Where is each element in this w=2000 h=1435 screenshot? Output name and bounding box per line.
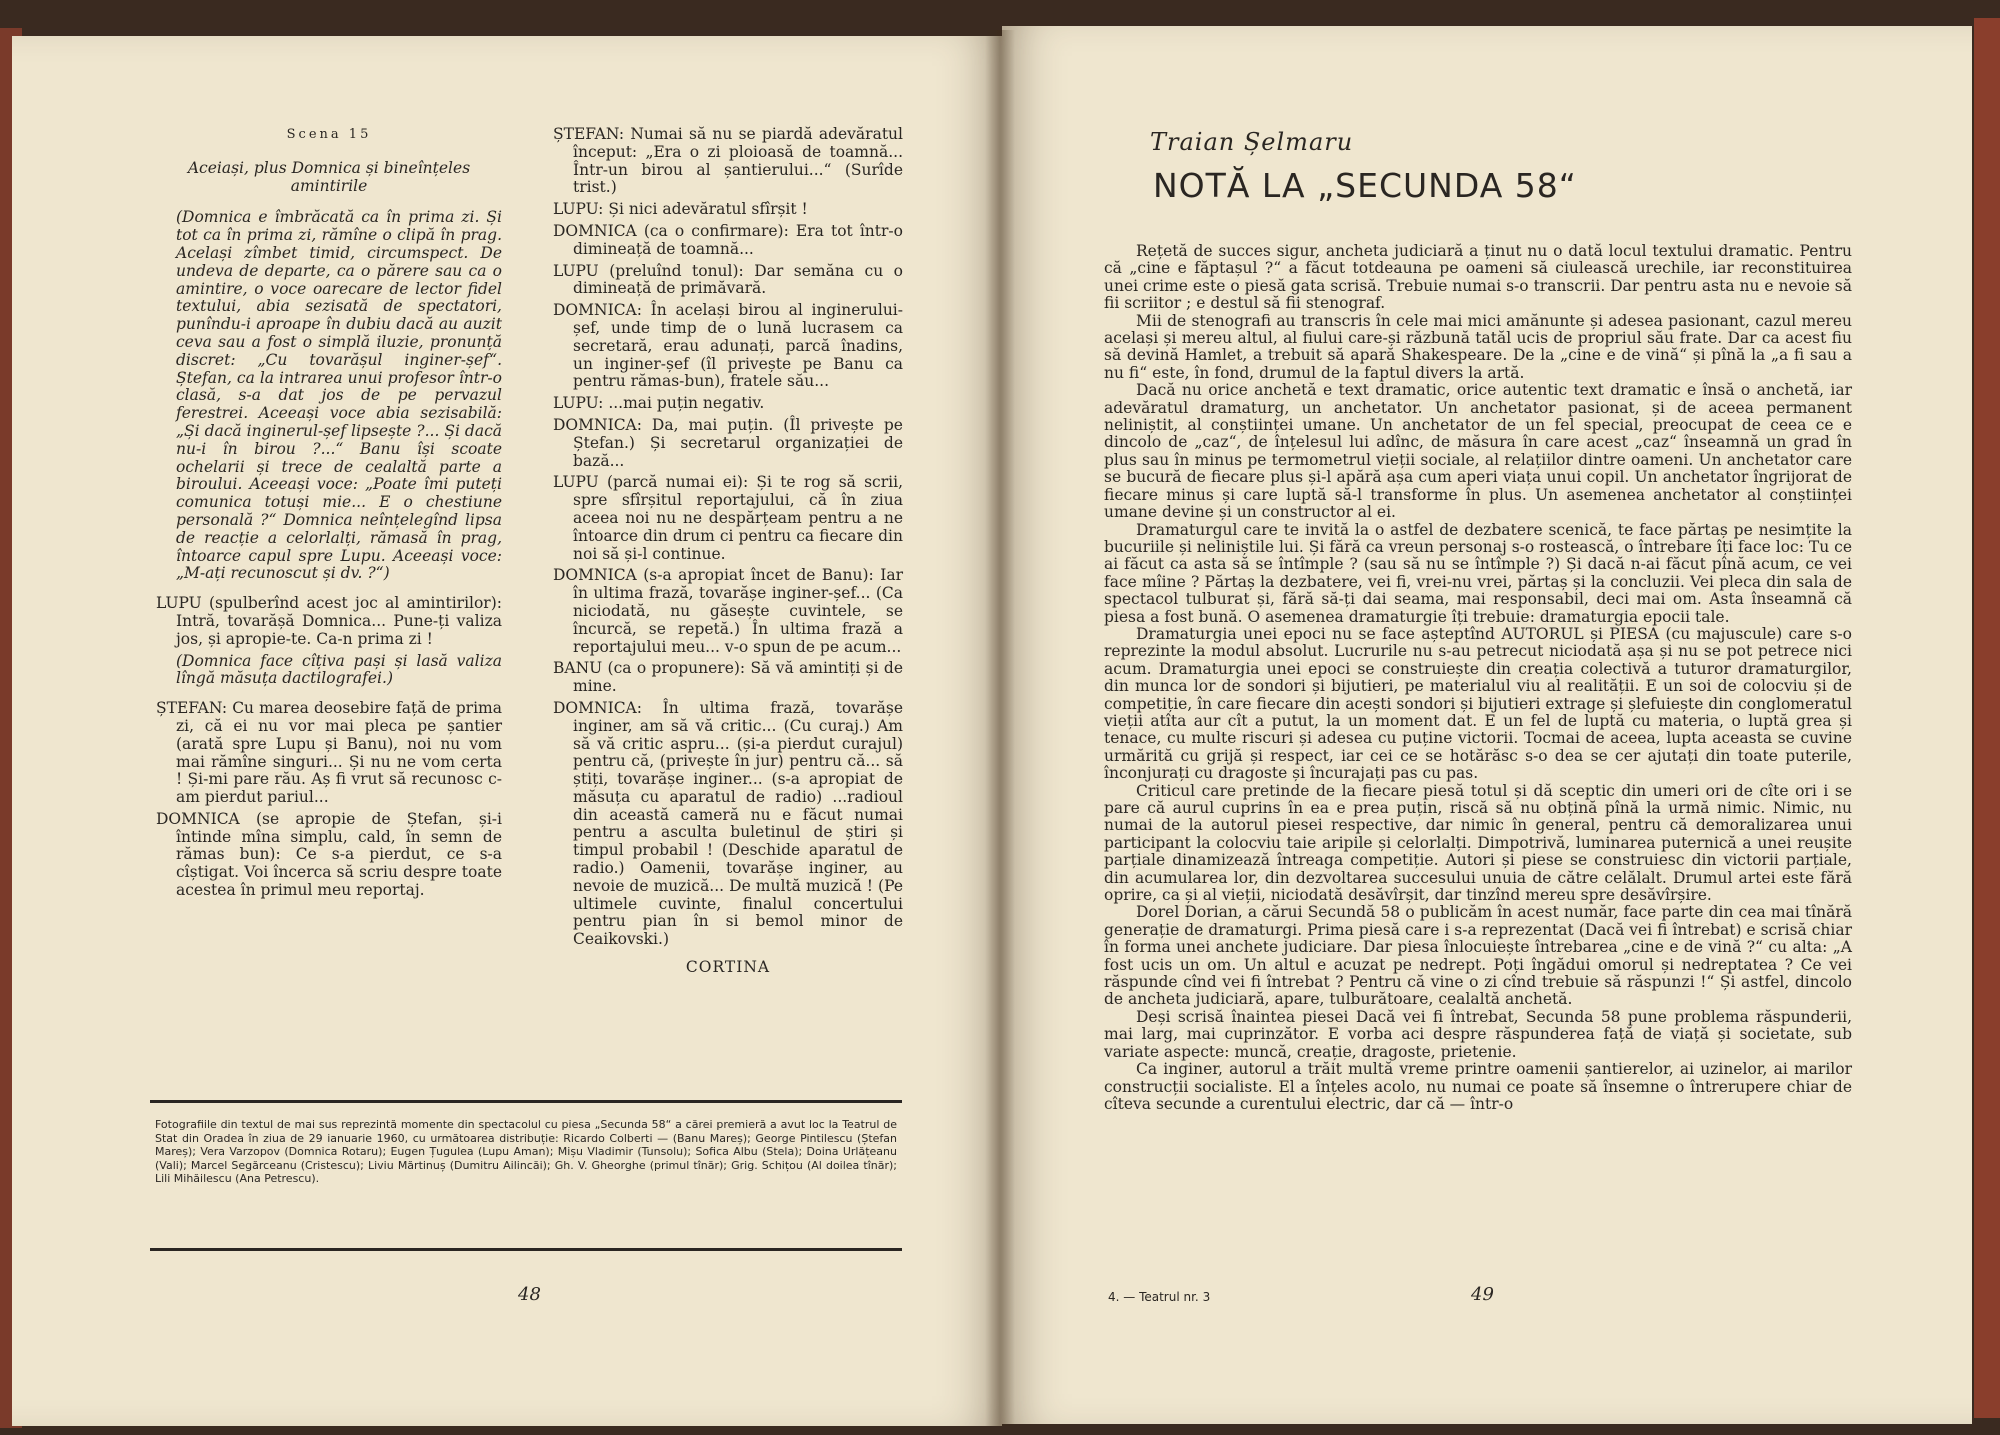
line-text: ...mai puțin negativ. xyxy=(608,394,765,413)
line-text: Intră, tovarășă Domnica... Pune-ți valiza jos, și apropie-te. Ca-n prima zi ! xyxy=(176,611,502,648)
line-text: În același birou al inginerului-șef, unde timp de o lună lucrasem ca secretară, erau adunați, parcă înadins, un inginer-șef (îl privește pe Banu ca pentru rămas-bun), fratele său... xyxy=(573,301,903,391)
caption-top-rule xyxy=(150,1100,902,1103)
page-number-left: 48 xyxy=(518,1284,541,1305)
speaker-name: DOMNICA (ca o confirmare): xyxy=(553,221,796,240)
speaker-name: DOMNICA: xyxy=(553,415,652,434)
article-body xyxy=(1104,243,1852,1113)
article-author: Traian Șelmaru xyxy=(1150,128,1354,156)
line-text: Da, mai puțin. (Îl privește pe Ștefan.) Și secretarul organizației de bază... xyxy=(573,415,903,470)
speaker-name: LUPU: xyxy=(553,394,609,413)
speaker-name: ȘTEFAN: xyxy=(553,125,631,143)
article-paragraph: Criticul care pretinde de la fiecare piesă totul și dă sceptic din umeri ori de cîte ori i se pare că aurul cuprins în ea e prea puțin, riscă să nu obțină pînă la urmă nimic. Nimic, nu numai de la autorul piesei respective, dar nimic în general, pentru că demoralizarea unui participant la colocviu taie aripile și celorlalți. Dimpotrivă, luminarea puternică a unei reușite parțiale dinamizează întreaga competiție. Autori și piese se construiesc din victorii parțiale, din acumularea lor, din dezvoltarea succesului unuia de către celălalt. Drumul artei este fără oprire, ca și al vieții, niciodată desăvîrșit, dar tinzînd mereu spre desăvîrșire. xyxy=(1104,781,1852,905)
dialogue-line xyxy=(156,700,502,807)
article-paragraph: Deși scrisă înaintea piesei Dacă vei fi întrebat, Secunda 58 pune problema răspunderii, mai larg, mai cuprinzător. E vorba aci despre răspunderea față de viață și societate, sub variate aspecte: muncă, creație, dragoste, prietenie. xyxy=(1104,1007,1852,1061)
dialogue-line xyxy=(553,660,903,696)
speaker-name: LUPU (spulberînd acest joc al amintirilor): xyxy=(156,594,502,613)
speaker-name: DOMNICA (s-a apropiat încet de Banu): xyxy=(553,566,881,585)
book-gutter xyxy=(985,30,1015,1426)
dialogue-line xyxy=(553,417,903,470)
left-page-column-1 xyxy=(156,126,502,904)
speaker-name: DOMNICA (se apropie de Ștefan, și-i întinde mîna simplu, cald, în semn de rămas bun): xyxy=(156,809,502,864)
dialogue-line xyxy=(156,811,502,900)
stage-direction xyxy=(156,209,502,583)
article-paragraph: Mii de stenografi au transcris în cele mai mici amănunte și adesea pasionant, cazul mereu același și mereu altul, al fiului care-și răzbună tatăl ucis de propriul său frate. Dar ca acest fiu să devină Hamlet, a trebuit să apară Shakespeare. De la „cine e de vină“ și pînă la „a fi sau a nu fi“ este, în fond, drumul de la faptul divers la artă. xyxy=(1104,311,1852,382)
photo-caption: Fotografiile din textul de mai sus reprezintă momente din spectacolul cu piesa „Secunda 58“ a cărei premieră a avut loc la Teatrul de Stat din Oradea în ziua de 29 ianuarie 1960, cu următoarea distribuție: Ricardo Colberti — (Banu Mareș); George Pintilescu (Ștefan Mareș); Vera Varzopov (Domnica Rotaru); Eugen Țugulea (Lupu Aman); Mișu Vladimir (Tunsolu); Sofica Albu (Stela); Doina Urlățeanu (Vali); Marcel Segărceanu (Cristescu); Liviu Mărtinuș (Dumitru Ailincăi); Gh. V. Gheorghe (primul tînăr); Grig. Schițou (Al doilea tînăr); Lili Mihăilescu (Ana Petrescu). xyxy=(155,1118,897,1185)
line-text: În ultima frază, tovarășe inginer, am să vă critic... (Cu curaj.) Am să vă critic aspru... (și-a pierdut curajul) pentru că, (privește în jur) pentru că... să știți, tovarășe inginer... (s-a apropiat de măsuța cu aparatul de radio) ...radioul din această cameră nu e făcut numai pentru a asculta buletinul de știri și timpul probabil ! (Deschide aparatul de radio.) Oamenii, tovarășe inginer, au nevoie de muzică... De multă muzică ! (Pe ultimele cuvinte, finalul concertului pentru pian în si bemol minor de Ceaikovski.) xyxy=(573,698,903,949)
speaker-name: LUPU (preluînd tonul): xyxy=(553,261,755,280)
line-text: (Domnica face cîțiva pași și lasă valiza lîngă măsuța dactilografei.) xyxy=(176,651,502,688)
line-text: Și nici adevăratul sfîrșit ! xyxy=(608,200,808,219)
dialogue-line xyxy=(553,474,903,563)
line-text: Cu marea deosebire față de prima zi, că ei nu vor mai pleca pe șantier (arată spre Lupu și Banu), noi nu vom mai rămîne singuri... Și nu ne vom certa ! Și-mi pare rău. Aș fi vrut să recunosc c-am pierdut pariul... xyxy=(176,699,502,807)
speaker-name: LUPU: xyxy=(553,200,609,219)
line-text: Ce s-a pierdut, ce s-a cîștigat. Voi încerca să scriu despre toate acestea în primul meu reportaj. xyxy=(176,845,503,900)
article-paragraph: Rețetă de succes sigur, ancheta judiciară a ținut nu o dată locul textului dramatic. Pentru că „cine e făptașul ?“ a făcut totdeauna pe oameni să ciulească urechile, iar reconstituirea unei crime este o piesă gata scrisă. Trebuie numai s-o transcrii. Dar pentru asta nu e nevoie să fii scriitor ; e destul să fii stenograf. xyxy=(1104,242,1852,313)
speaker-name: ȘTEFAN: xyxy=(156,699,233,718)
article-paragraph: Dramaturgul care te invită la o astfel de dezbatere scenică, te face părtaș pe nesimțite la bucuriile și neliniștile lui. Și fără ca vreun personaj s-o rostească, o întrebare îți face loc: Tu ce ai făcut ca asta să se întîmple ? (sau să nu se întîmple ?) Și dacă n-ai făcut pînă acum, ce vei face mîine ? Părtaș la dezbatere, vei fi, vrei-nu vrei, părtaș și la concluzii. Vei pleca din sala de spectacol tulburat și, fără să-ți dai seama, mai responsabil, deci mai om. Asta înseamnă că piesa a fost bună. O asemenea dramaturgie îți trebuie: dramaturgia epocii tale. xyxy=(1104,520,1852,626)
journal-footer-note: 4. — Teatrul nr. 3 xyxy=(1108,1290,1211,1304)
article-paragraph: Dorel Dorian, a cărui Secundă 58 o publicăm în acest număr, face parte din cea mai tînără generație de dramaturgi. Prima piesă care i s-a reprezentat (Dacă vei fi întrebat) e scrisă chiar în forma unei anchete judiciare. Dar piesa înlocuiește întrebarea „cine e de vină ?“ cu alta: „A fost ucis un om. Un altul e acuzat pe nedrept. Poți îngădui omorul și nedreptatea ? Ce vei răspunde cînd vei fi întrebat ? Pentru că vine o zi cînd trebuie să răspunzi !“ Și astfel, dincolo de ancheta judiciară, apare, tulburătoare, cealaltă anchetă. xyxy=(1104,903,1852,1009)
column-1-body xyxy=(156,209,502,899)
curtain-label: CORTINA xyxy=(685,958,771,977)
dialogue-line xyxy=(553,567,903,656)
page-number-right: 49 xyxy=(1471,1284,1494,1305)
line-text: (Domnica e îmbrăcată ca în prima zi. Și tot ca în prima zi, rămîne o clipă în prag. Același zîmbet timid, circumspect. De undeva de departe, ca o părere sau ca o amintire, o voce oarecare de lector fidel textului, abia sezisată de spectatori, punîndu-i aproape în dubiu dacă au auzit ceva sau a fost o simplă iluzie, pronunță discret: „Cu tovarășul inginer-șef“. Ștefan, ca la intrarea unui profesor într-o clasă, s-a dat jos de pe pervazul ferestrei. Aceeași voce abia sezisabilă: „Și dacă inginerul-șef lipsește ?... Și dacă nu-i în birou ?...“ Banu își scoate ochelarii și trece de cealaltă parte a biroului. Aceeași voce: „Poate îmi puteți comunica totuși mie... E o chestiune personală ?“ Domnica neînțelegînd lipsa de reacție a celorlalți, rămasă în prag, întoarce capul spre Lupu. Aceeași voce: „M-ați recunoscut și dv. ?“) xyxy=(176,208,502,583)
line-text: Și te rog să scrii, spre sfîrșitul reportajului, că în ziua aceea noi nu ne despărțeam pentru a ne întoarce din drum ci pentru ca fiecare din noi să și-l continue. xyxy=(573,473,903,563)
speaker-name: BANU (ca o propunere): xyxy=(553,659,751,678)
line-text: Iar în ultima frază, tovarășe inginer-șef... (Ca niciodată, nu găsește cuvintele, se încurcă, se repetă.) În ultima frază a reportajului meu... v-o spun de pe acum... xyxy=(573,566,903,656)
dialogue-line xyxy=(156,595,502,648)
line-text: Să vă amintiți și de mine. xyxy=(573,659,903,696)
stage-direction xyxy=(156,653,502,689)
dialogue-line xyxy=(553,395,903,413)
speaker-name: DOMNICA: xyxy=(553,301,651,320)
dialogue-line xyxy=(553,223,903,259)
dialogue-line xyxy=(553,126,903,197)
dialogue-line xyxy=(553,302,903,391)
scene-cast: Aceiași, plus Domnica și bineînțeles amintirile xyxy=(187,158,471,195)
dialogue-line xyxy=(553,700,903,949)
line-text: Numai să nu se piardă adevăratul început: „Era o zi ploioasă de toamnă... Într-un birou al șantierului...“ (Surîde trist.) xyxy=(573,125,903,197)
dialogue-line xyxy=(553,201,903,219)
column-2-body xyxy=(553,126,903,949)
left-page-column-2 xyxy=(553,126,903,977)
article-paragraph: Dramaturgia unei epoci nu se face așteptînd AUTORUL și PIESA (cu majuscule) care s-o reprezinte la modul absolut. Lucrurile nu s-au petrecut niciodată așa și nu se pot petrece nici acum. Dramaturgia unei epoci se construiește din creația colectivă a tuturor dramaturgilor, din munca lor de sondori și bijutieri, pe materialul viu al realității. E un soi de colocviu și de competiție, în care fiecare din acești sondori și bijutieri extrage și șlefuiește din conglomeratul vieții atîta aur cît a putut, la un moment dat. E un fel de luptă cu materia, o luptă grea și tenace, cu multe riscuri și adesea cu puține victorii. Tocmai de aceea, lupta aceasta se cuvine urmărită cu grijă și respect, iar cei ce se hotărăsc s-o dea se cer ajutați din toate puterile, înconjurați cu dragoste și încurajați pas cu pas. xyxy=(1104,624,1852,783)
dialogue-line xyxy=(553,263,903,299)
line-text: Era tot într-o dimineață de toamnă... xyxy=(573,221,903,258)
article-paragraph: Ca inginer, autorul a trăit multă vreme printre oamenii șantierelor, ai uzinelor, ai marilor construcții socialiste. El a înțeles acolo, nu numai ce poate să însemne o întrerupere chiar de cîteva secunde a curentului electric, dar că — într-o xyxy=(1104,1060,1852,1113)
article-paragraph: Dacă nu orice anchetă e text dramatic, orice autentic text dramatic e însă o anchetă, iar adevăratul dramaturg, un anchetator. Un anchetator pasionat, și de aceea permanent neliniștit, al conștiinței umane. Un anchetator de un fel special, preocupat de ceea ce e dincolo de „caz“, de înțelesul lui adînc, de măsura în care acest „caz“ înseamnă un grad în plus sau în minus pe termometrul vieții sociale, al relațiilor dintre oameni. Un anchetator care se bucură de fiecare plus și-l apără așa cum aperi viața unui copil. Un anchetator îngrijorat de fiecare minus și care luptă să-l transforme în plus. Un asemenea anchetator al conștiinței umane devine și un constructor al ei. xyxy=(1104,381,1852,522)
caption-bottom-rule xyxy=(150,1248,902,1251)
article-title: NOTĂ LA „SECUNDA 58“ xyxy=(1153,166,1577,205)
scene-heading: Scena 15 xyxy=(286,127,372,142)
book-cover-right-edge xyxy=(1974,18,2000,1418)
speaker-name: DOMNICA: xyxy=(553,698,663,717)
speaker-name: LUPU (parcă numai ei): xyxy=(553,473,757,492)
line-text: Dar semăna cu o dimineață de primăvară. xyxy=(573,261,903,298)
